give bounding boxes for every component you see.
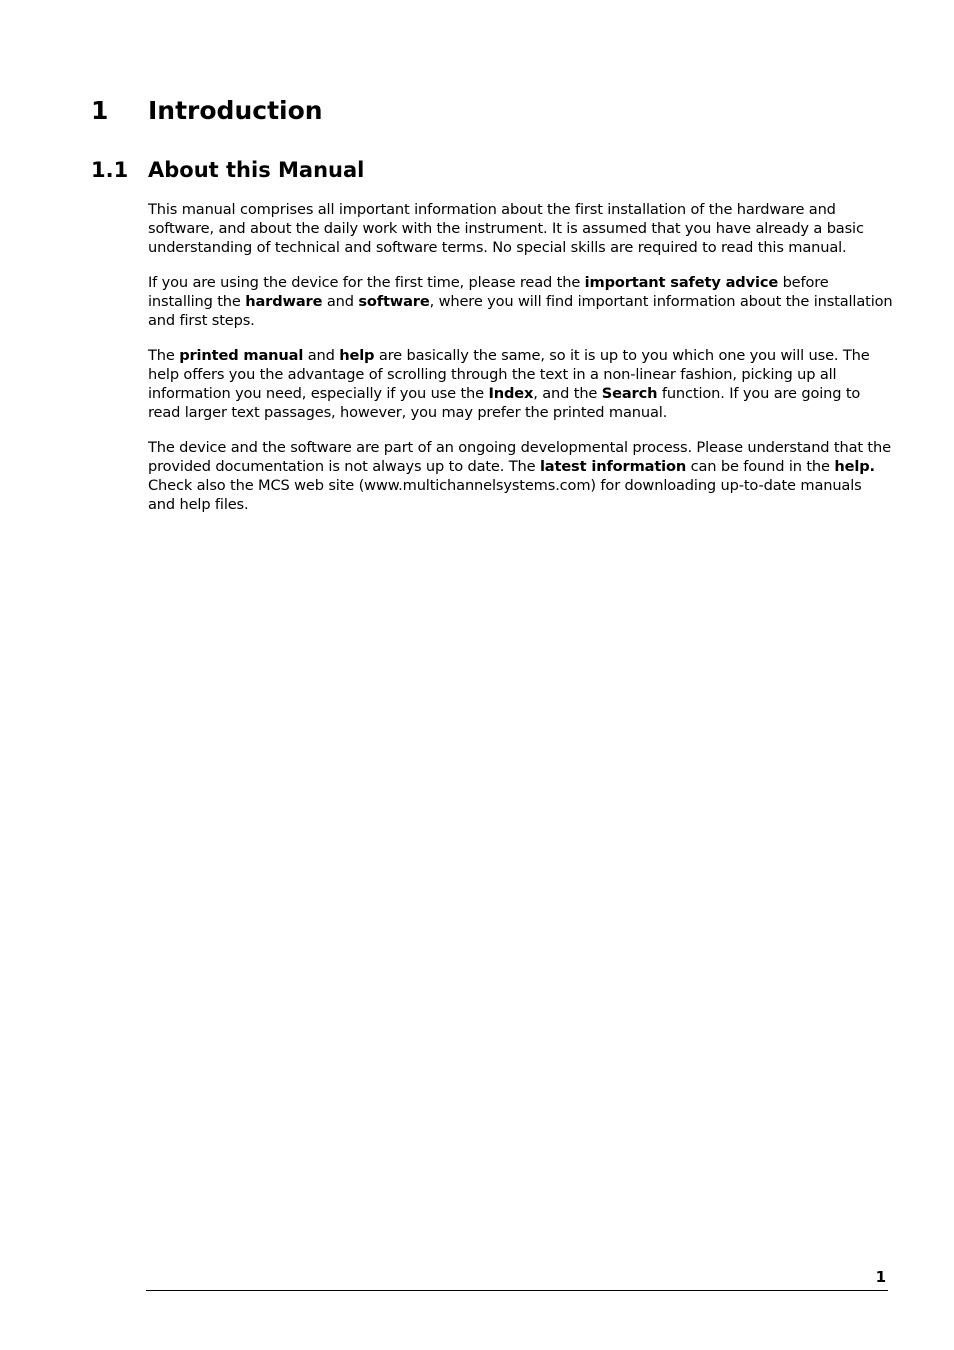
emphasis-latest-information: latest information (539, 458, 687, 475)
paragraph-text: , where you will find important information about the installation and first steps. (148, 293, 893, 329)
paragraph-text: are basically the same, so it is up to you which one you will use. The help offers you the advantage of scrolling through the text in a non-linear fashion, picking up all information you need, especially if you use the (148, 347, 870, 402)
chapter-title: Introduction (148, 96, 323, 125)
emphasis-printed-manual: printed manual (179, 347, 304, 364)
section-title: About this Manual (148, 158, 365, 182)
paragraph-2 (148, 273, 893, 330)
emphasis-software: software (358, 293, 430, 310)
paragraph-text: and (303, 347, 340, 364)
paragraph-text: This manual comprises all important information about the first installation of the hardware and software, and about the daily work with the instrument. It is assumed that you have already a basic understanding of technical and software terms. No special skills are required to read this manual. (148, 201, 864, 256)
chapter-number: 1 (91, 96, 109, 125)
emphasis-help: help. (834, 458, 875, 475)
body-text (148, 200, 893, 530)
paragraph-text: The device and the software are part of an ongoing developmental process. Please understand that the provided documentation is not always up to date. The (148, 439, 891, 475)
paragraph-text: The (148, 347, 180, 364)
paragraph-text: , and the (533, 385, 602, 402)
emphasis-help: help (339, 347, 375, 364)
emphasis-search: Search (601, 385, 658, 402)
paragraph-3 (148, 346, 893, 422)
emphasis-index: Index (488, 385, 534, 402)
emphasis-safety-advice: important safety advice (584, 274, 779, 291)
paragraph-text: function. If you are going to read larger text passages, however, you may prefer the printed manual. (148, 385, 861, 421)
paragraph-text: Check also the MCS web site (www.multichannelsystems.com) for downloading up-to-date manuals and help files. (148, 477, 862, 513)
paragraph-text: If you are using the device for the first time, please read the (148, 274, 585, 291)
paragraph-text: can be found in the (686, 458, 835, 475)
chapter-heading (91, 95, 323, 127)
paragraph-4 (148, 438, 893, 514)
paragraph-1 (148, 200, 893, 257)
paragraph-text: before installing the (148, 274, 829, 310)
footer-divider (146, 1290, 888, 1291)
section-heading (91, 157, 364, 183)
page-number: 1 (875, 1268, 886, 1286)
section-number: 1.1 (91, 158, 129, 182)
emphasis-hardware: hardware (245, 293, 323, 310)
paragraph-text: and (322, 293, 359, 310)
